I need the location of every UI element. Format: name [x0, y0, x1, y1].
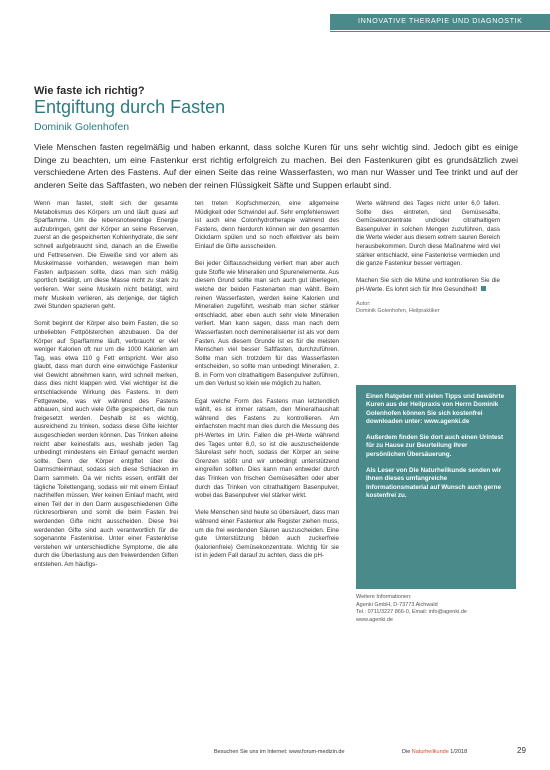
info-box-paragraph: Außerdem finden Sie dort auch einen Urintest für zu Hause zur Beurteilung Ihrer persönlichen Übersäuerung.	[366, 434, 504, 458]
author-note-name: Dominik Golenhofen, Heilpraktiker	[356, 308, 440, 315]
paragraph: Egal welche Form des Fastens man letztendlich wählt, es ist immer ratsam, den Mineralhaushalt während des Fastens zu kontrollieren. Am einfachsten macht man dies durch die Messung des pH-Wertes im Urin. Fallen die pH-Werte während des Tages unter 6,0, so ist die auszuscheidende Säurelast sehr hoch, sodass der Körper an seine Grenzen stößt und wir unbedingt unterstützend eingreifen sollten. Dies kann man entweder durch das Trinken von frischen Gemüsesäften oder aber durch das Trinken von citrathaltigem Basenpulver, wobei das Basenpulver viel stärker wirkt.	[195, 397, 339, 500]
author-note-label: Autor:	[356, 300, 371, 307]
page-number: 29	[517, 746, 526, 755]
paragraph	[356, 277, 500, 294]
paragraph: Werte während des Tages nicht unter 6,0 fallen. Sollte dies eintreten, sind Gemüsesäfte, Gemüsekonzentrate und/oder citrathaltigem Basenpulver in solchen Mengen zuzuführen, dass die Werte wieder aus diesem extrem sauren Bereich herausbekommen. Durch diese Maßnahme wird viel stärker entschlackt, eine Fastenkrise vermieden und die ganze Fastenkur besser vertragen.	[356, 200, 500, 268]
contact-info	[356, 594, 516, 624]
info-box-paragraph: Als Leser von Die Naturheilkunde senden wir Ihnen dieses umfangreiche Informationsmaterial auf Wunsch auch gerne kostenfrei zu.	[366, 467, 502, 499]
paragraph: Bei jeder Giftausscheidung verliert man aber auch gute Stoffe wie Mineralien und Spurenelemente. Aus diesem Grund sollte man sich auch gut überlegen, welche der beiden Fastenarten man wählt. Beim reinen Wasserfasten, werden keine Kalorien und Mineralien zugeführt, weshalb man sicher stärker entschlackt, aber eben auch sehr viele Mineralien verliert. Man kann sagen, dass man nach dem Wasserfasten noch demineralisierter ist als vor dem Fasten. Aus diesem Grunde ist es für die meisten Menschen viel besser Saftfasten, durchzuführen. Sollte man sich trotzdem für das Wasserfasten entscheiden, so sollte man unbedingt Mineralien, z. B. in Form von citrathaltigem Basenpulver zuführen, um den Verlust so klein wie möglich zu halten.	[195, 260, 340, 388]
article-author: Dominik Golenhofen	[34, 121, 130, 133]
paragraph: Wenn man fastet, stellt sich der gesamte Metabolismus des Körpers um und läuft quasi auf Sparflamme. Um die lebensnotwendige Energie aufzubringen, geht der Körper an seine Reserven, zuerst an die gespeicherten Kohlenhydrate, die sehr schnell aufgebraucht sind, danach an die Eiweiße und Fettreserven. Die Eiweiße sind vor allem als Muskelmasse vorhanden, weswegen man beim Fasten aufpassen sollte, dass man sich mäßig sportlich betätigt, um diese Masse nicht zu stark zu verlieren. Wer seine Muskeln nicht betätigt, wird mehr Muskeln verlieren, als derjenige, der täglich zwei Stunden spazieren geht.	[34, 200, 178, 311]
paragraph: Somit beginnt der Körper also beim Fasten, die so unbeliebten Fettpölsterchen abzubauen. Da der Körper auf Sparflamme läuft, verbraucht er viel weniger Kalorien oft nur um die 1000 Kalorien am Tag, was etwa 110 g Fett entspricht. Wer also glaubt, dass man durch eine einwöchige Fastenkur viel Gewicht abnehmen kann, wird schnell merken, dass dies nicht klappen wird. Viel wichtiger ist die entschlackende Wirkung des Fastens. In dem Fettgewebe, was wir während des Fastens abbauen, sind auch viele Gifte gespeichert, die nun freigesetzt werden. Deshalb ist es wichtig, ausreichend zu trinken, sodass diese Gifte leichter ausgeschieden werden können. Das Trinken alleine reicht aber keinesfalls aus, weshalb jeden Tag unbedingt mindestens ein Einlauf gemacht werden sollte. Denn der Körper entgiftet über die Darmschleimhaut, sodass sich diese Schlacken im Darm sammeln. Da wir nichts essen, entfällt der tägliche Toilettengang, sodass wir mit einem Einlauf nachhelfen müssen. Wer keinen Einlauf macht, wird einen Teil der in den Darm ausgeschiedenen Gifte rückresorbieren und somit die beim Fasten frei werdenden Gifte nicht ausscheiden. Diese frei werdenden Gifte sind auch verantwortlich für die sogenannte Fastenkrise. Unter einer Fastenkrise verstehen wir unterschiedliche Symptome, die alle durch die Überlastung aus den freiwerdenden Giften entstehen. Am häufigs-	[34, 320, 178, 568]
contact-address: Agenki GmbH, D-73773 Aichwald	[356, 601, 438, 608]
article-title: Entgiftung durch Fasten	[34, 97, 226, 117]
text-column-1	[34, 200, 178, 578]
paragraph: ten treten Kopfschmerzen, eine allgemeine Müdigkeit oder Schwindel auf. Sehr empfehlenswert ist auch eine Colonhydrotherapie während des Fastens, denn hierdurch können wir den gesamten Dickdarm spülen und so noch effektiver als beim Einlauf die Gifte ausscheiden.	[195, 200, 339, 250]
end-of-article-marker	[481, 286, 486, 291]
section-header-text: INNOVATIVE THERAPIE UND DIAGNOSTIK	[358, 16, 523, 25]
contact-label: Weitere Informationen:	[356, 594, 412, 600]
footer-magazine-issue	[402, 749, 467, 755]
article-kicker: Wie faste ich richtig?	[34, 85, 145, 97]
footer-issue: 1/2018	[448, 749, 468, 755]
paragraph: Viele Menschen sind heute so übersäuert, dass man während einer Fastenkur alle Register ziehen muss, um die frei werdenden Säuren auszuscheiden. Eine gute Unterstützung bilden auch zuckerfreie (kalorienfreie) Gemüsekonzentrate. Wichtig für sie ist in jedem Fall darauf zu achten, dass die pH-	[195, 509, 340, 560]
closing-text: Machen Sie sich die Mühe und kontrollieren Sie die pH-Werte. Es lohnt sich für Ihre Gesundheit!	[356, 277, 500, 293]
contact-phone-email: Tel.: 0711/3227 866-0, Email: info@agenki.de	[356, 609, 467, 615]
article-lead: Viele Menschen fasten regelmäßig und haben erkannt, dass solche Kuren für uns sehr wichtig sind. Jedoch gibt es einige Dinge zu beachten, um eine Fastenkur erst richtig erfolgreich zu machen. Bei den Fastenkuren gibt es grundsätzlich zwei verschiedene Arten des Fastens. Auf der einen Seite das reine Wasserfasten, wo man nur Wasser und Tee trinkt und auf der anderen Seite das Saftfasten, wo neben der reinen Flüssigkeit Säfte und Suppen erlaubt sind.	[34, 142, 518, 190]
info-box	[356, 385, 516, 589]
text-column-2	[195, 200, 339, 570]
author-note	[356, 301, 500, 316]
section-header-rule	[330, 31, 550, 32]
contact-website[interactable]: www.agenki.de	[356, 616, 393, 623]
text-column-3	[356, 200, 500, 316]
footer-prefix: Die	[402, 749, 412, 755]
footer-magazine-name: Naturheilkunde	[411, 749, 449, 755]
info-box-paragraph: Einen Ratgeber mit vielen Tipps und bewährte Kuren aus der Heilpraxis von Herrn Dominik Golenhofen können Sie sich kostenfrei downloaden unter: www.agenki.de	[366, 393, 505, 425]
footer-website-note: Besuchen Sie uns im Internet: www.forum-medizin.de	[214, 749, 345, 755]
